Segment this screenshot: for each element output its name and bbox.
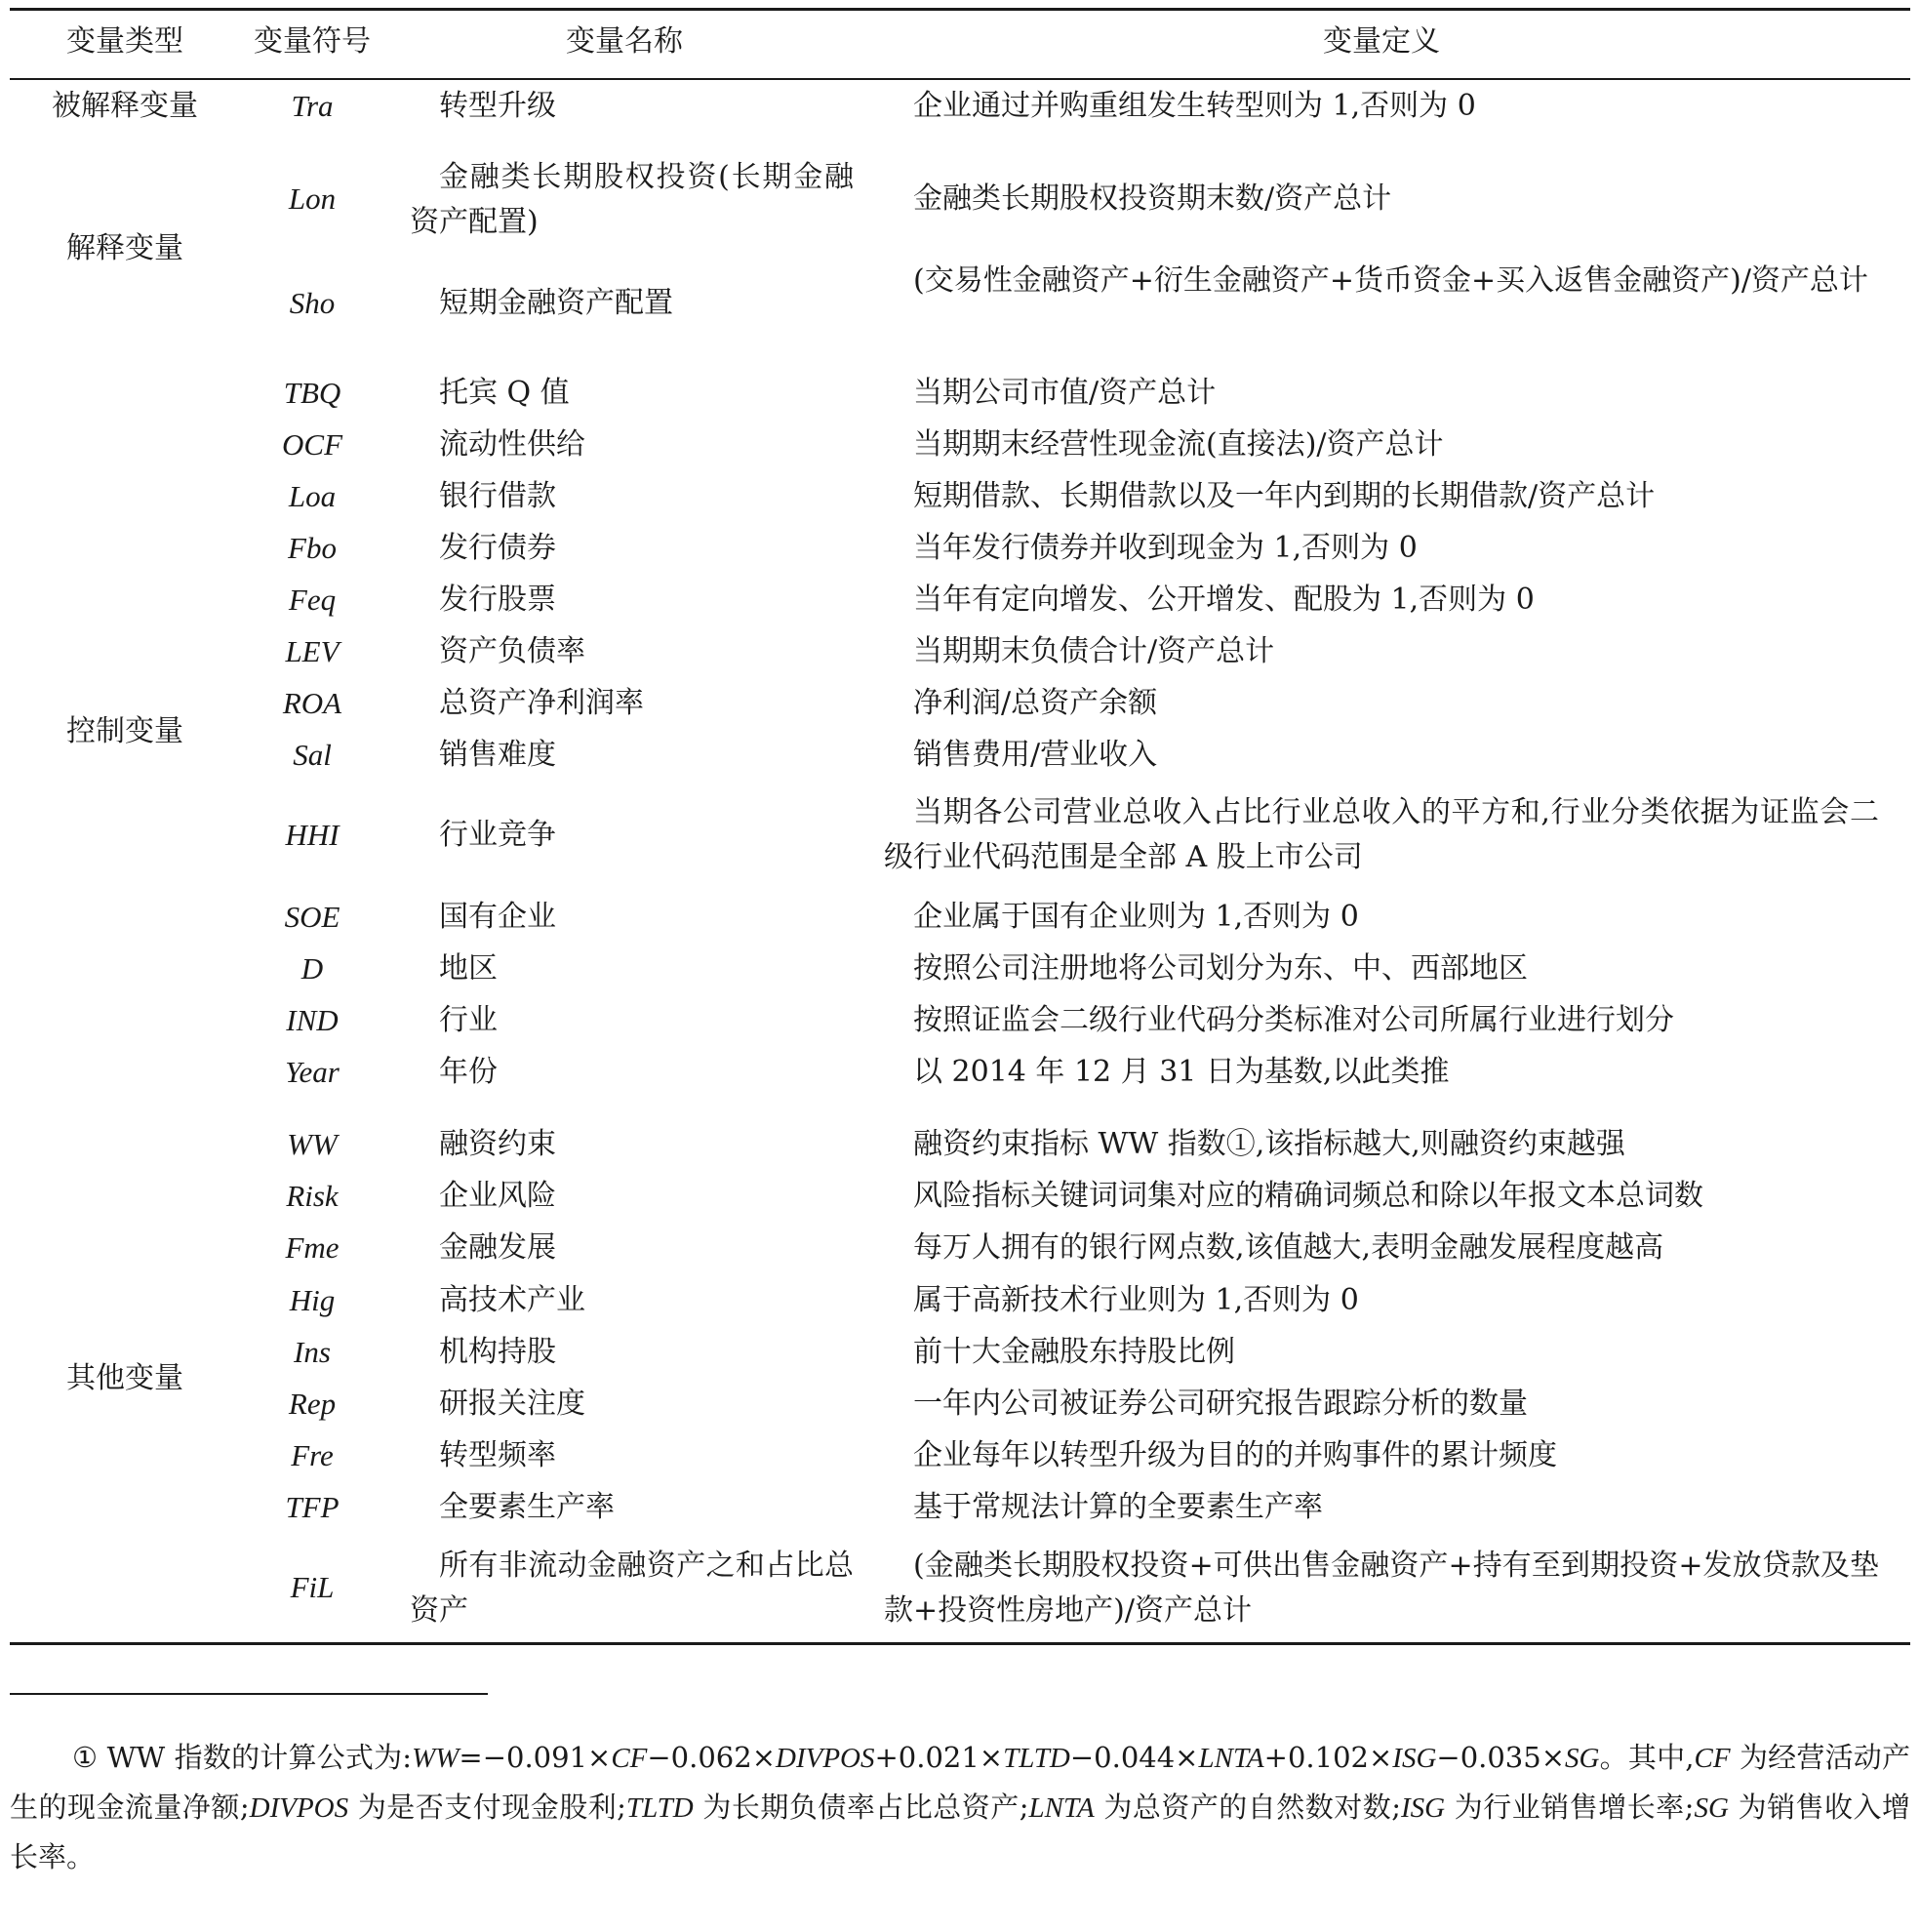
variable-symbol: HHI: [285, 818, 340, 852]
variable-name: 年份: [439, 1055, 498, 1089]
footnote-var: ISG: [1392, 1743, 1437, 1774]
variable-name: 银行借款: [439, 479, 556, 513]
header-variable-definition: 变量定义: [1323, 24, 1440, 59]
variable-name: 转型升级: [439, 89, 556, 123]
variable-name: 研报关注度: [439, 1387, 585, 1421]
variable-symbol: Lon: [288, 181, 337, 216]
footnote-var: LNTA: [1028, 1792, 1095, 1824]
footnote-text: 。其中,: [1599, 1741, 1695, 1774]
variable-name: 高技术产业: [439, 1283, 585, 1317]
variable-definition: 基于常规法计算的全要素生产率: [913, 1490, 1323, 1524]
variable-name: 销售难度: [439, 738, 556, 772]
variable-definition: 企业通过并购重组发生转型则为 1,否则为 0: [913, 89, 1476, 123]
variable-name: 托宾 Q 值: [439, 376, 570, 410]
footnote-text: +0.021×: [874, 1741, 1004, 1774]
variable-definition: 以 2014 年 12 月 31 日为基数,以此类推: [913, 1055, 1450, 1089]
variable-definition: (交易性金融资产+衍生金融资产+货币资金+买入返售金融资产)/资产总计: [913, 263, 1868, 298]
variable-definition: 融资约束指标 WW 指数①,该指标越大,则融资约束越强: [913, 1127, 1625, 1161]
variable-definition: 销售费用/营业收入: [913, 738, 1158, 772]
header-variable-type: 变量类型: [66, 24, 183, 59]
group-label-control: 控制变量: [66, 714, 183, 748]
variable-symbol: Sho: [289, 286, 336, 320]
footnote-var: WW: [412, 1743, 460, 1774]
variable-name: 机构持股: [439, 1335, 556, 1369]
variable-definition: 当期公司市值/资产总计: [913, 376, 1217, 410]
group-label-dependent: 被解释变量: [52, 89, 198, 123]
footnote-var: SG: [1694, 1792, 1729, 1824]
variable-symbol: Ins: [294, 1335, 331, 1369]
footnote-text: 为总资产的自然数对数;: [1094, 1791, 1401, 1824]
variable-definition: 净利润/总资产余额: [913, 686, 1158, 720]
footnote-var: ISG: [1400, 1792, 1446, 1824]
footnote-var: DIVPOS: [776, 1743, 875, 1774]
footnote-var: CF: [1694, 1743, 1731, 1774]
footnote: [10, 1733, 1910, 1881]
footnote-text: 为长期负债率占比总资产;: [693, 1791, 1029, 1824]
variable-name: 发行债券: [439, 531, 556, 565]
variable-symbol: Risk: [286, 1179, 339, 1213]
variable-name: 金融发展: [439, 1230, 556, 1265]
variable-definition: 属于高新技术行业则为 1,否则为 0: [913, 1283, 1359, 1317]
variable-definition: 前十大金融股东持股比例: [913, 1335, 1235, 1369]
variable-definition: 当年发行债券并收到现金为 1,否则为 0: [913, 531, 1418, 565]
variable-definition: 企业每年以转型升级为目的的并购事件的累计频度: [913, 1438, 1557, 1472]
variable-definition: 短期借款、长期借款以及一年内到期的长期借款/资产总计: [913, 479, 1656, 513]
variable-name: 全要素生产率: [439, 1490, 615, 1524]
variable-symbol: Year: [285, 1055, 340, 1089]
footnote-text: ① WW 指数的计算公式为:: [72, 1741, 413, 1774]
variable-symbol: LEV: [285, 634, 340, 668]
variable-symbol: ROA: [282, 686, 342, 720]
footnote-var: CF: [611, 1743, 648, 1774]
variable-definition: 当期期末经营性现金流(直接法)/资产总计: [913, 427, 1444, 462]
table-header-rule: [10, 78, 1910, 80]
variable-definition: 风险指标关键词词集对应的精确词频总和除以年报文本总词数: [913, 1179, 1703, 1213]
footnote-text: 为行业销售增长率;: [1445, 1791, 1695, 1824]
variable-symbol: Loa: [288, 479, 337, 513]
variable-name: 流动性供给: [439, 427, 585, 462]
footnote-text: −0.035×: [1436, 1741, 1566, 1774]
footnote-rule: [10, 1693, 488, 1695]
variable-symbol: Rep: [288, 1387, 337, 1421]
header-variable-name: 变量名称: [566, 24, 683, 59]
variable-definition: 企业属于国有企业则为 1,否则为 0: [913, 900, 1359, 934]
footnote-text: −0.044×: [1069, 1741, 1199, 1774]
variable-definition: 金融类长期股权投资期末数/资产总计: [913, 181, 1392, 216]
variable-name: 发行股票: [439, 583, 556, 617]
variable-definition: 一年内公司被证券公司研究报告跟踪分析的数量: [913, 1387, 1528, 1421]
variable-definition: 当期期末负债合计/资产总计: [913, 634, 1275, 668]
variable-symbol: Hig: [289, 1283, 336, 1317]
variable-symbol: Feq: [288, 583, 337, 617]
variable-symbol: TBQ: [283, 376, 341, 410]
variable-name: 短期金融资产配置: [439, 286, 673, 320]
variable-name: 行业: [439, 1003, 498, 1037]
footnote-text: +0.102×: [1263, 1741, 1393, 1774]
variable-symbol: IND: [286, 1003, 339, 1037]
variable-definition: 按照公司注册地将公司划分为东、中、西部地区: [913, 951, 1528, 986]
variable-definition: 每万人拥有的银行网点数,该值越大,表明金融发展程度越高: [913, 1230, 1664, 1265]
variable-symbol: Tra: [291, 89, 334, 123]
variable-symbol: Fbo: [288, 531, 337, 565]
footnote-text: 为销售收入增长率。: [10, 1791, 1911, 1873]
variable-symbol: TFP: [285, 1490, 340, 1524]
variable-name: 总资产净利润率: [439, 686, 644, 720]
table-bottom-rule: [10, 1642, 1910, 1645]
group-label-other: 其他变量: [66, 1361, 183, 1395]
variable-definition: 当期各公司营业总收入占比行业总收入的平方和,行业分类依据为证监会二级行业代码范围是全部 A 股上市公司: [884, 795, 1879, 874]
variable-name: 企业风险: [439, 1179, 556, 1213]
variable-definition: 当年有定向增发、公开增发、配股为 1,否则为 0: [913, 583, 1535, 617]
footnote-text: −0.062×: [647, 1741, 776, 1774]
footnote-var: DIVPOS: [249, 1792, 349, 1824]
footnote-text: =−0.091×: [459, 1741, 612, 1774]
header-variable-symbol: 变量符号: [254, 24, 371, 59]
variable-name: 融资约束: [439, 1127, 556, 1161]
variable-symbol: SOE: [284, 900, 340, 934]
variable-symbol: Fre: [291, 1438, 334, 1472]
footnote-var: TLTD: [1003, 1743, 1070, 1774]
variable-name: 金融类长期股权投资(长期金融资产配置): [410, 160, 854, 239]
variable-symbol: FiL: [290, 1570, 335, 1604]
variable-symbol: Sal: [293, 738, 332, 772]
variable-symbol: OCF: [282, 427, 342, 462]
footnote-var: TLTD: [625, 1792, 694, 1824]
variable-definition: (金融类长期股权投资+可供出售金融资产+持有至到期投资+发放贷款及垫款+投资性房地产)/资产总计: [884, 1549, 1879, 1628]
footnote-text: 为是否支付现金股利;: [348, 1791, 626, 1824]
variable-name: 转型频率: [439, 1438, 556, 1472]
variable-symbol: D: [300, 951, 324, 986]
footnote-var: SG: [1565, 1743, 1600, 1774]
variable-definition: 按照证监会二级行业代码分类标准对公司所属行业进行划分: [913, 1003, 1674, 1037]
variable-name: 行业竞争: [439, 818, 556, 852]
variable-name: 资产负债率: [439, 634, 585, 668]
table-top-rule: [10, 8, 1910, 11]
variable-name: 所有非流动金融资产之和占比总资产: [410, 1549, 854, 1628]
footnote-var: LNTA: [1198, 1743, 1264, 1774]
variable-symbol: WW: [287, 1127, 338, 1161]
footnote-text: 为经营活动产生的现金流量净额;: [10, 1741, 1910, 1824]
variable-name: 国有企业: [439, 900, 556, 934]
variable-name: 地区: [439, 951, 498, 986]
group-label-explanatory: 解释变量: [66, 231, 183, 265]
variable-symbol: Fme: [285, 1230, 340, 1265]
